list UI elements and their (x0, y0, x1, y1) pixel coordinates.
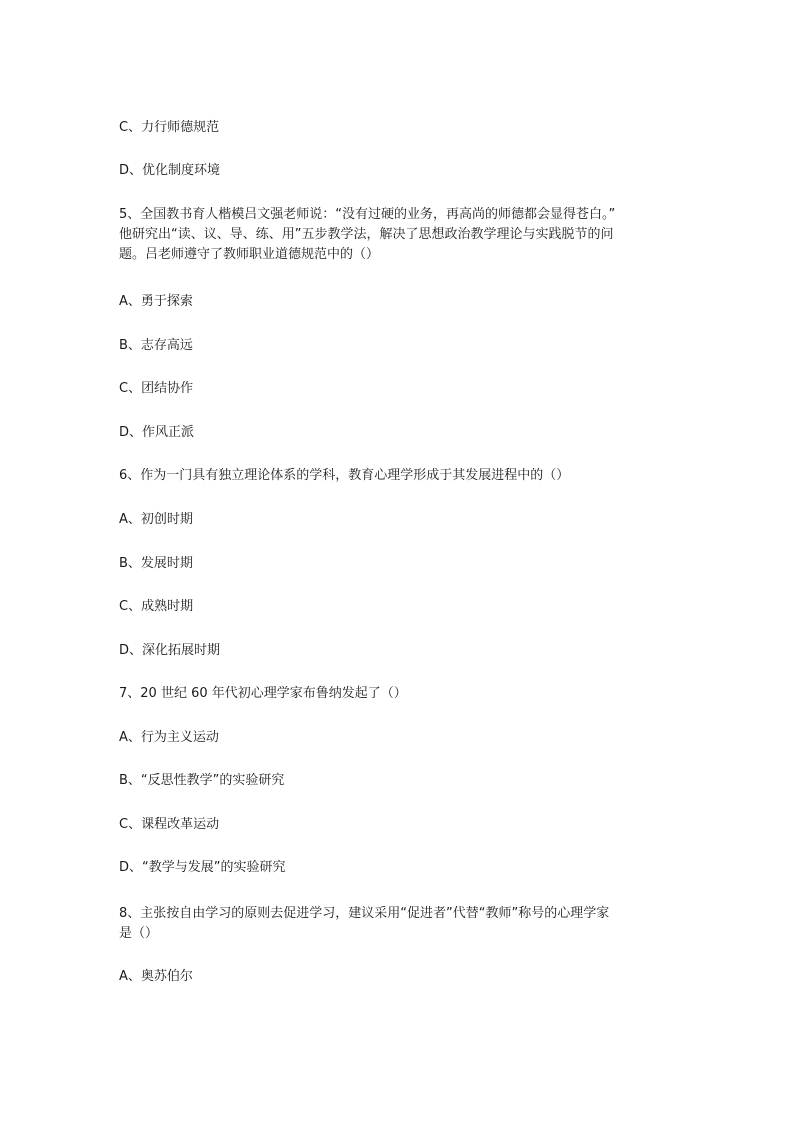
question-7-option-a: A、行为主义运动 (119, 730, 219, 745)
question-8-stem-line-2: 是（） (119, 926, 159, 941)
question-6-option-d: D、深化拓展时期 (119, 643, 221, 658)
question-7-stem: 7、20 世纪 60 年代初心理学家布鲁纳发起了（） (119, 686, 407, 701)
question-8-stem-line-1: 8、主张按自由学习的原则去促进学习，建议采用“促进者”代替“教师”称号的心理学家 (119, 906, 610, 921)
question-6-option-a: A、初创时期 (119, 512, 193, 527)
question-5-stem (119, 205, 679, 265)
question-5-stem-line-3: 题。吕老师遵守了教师职业道德规范中的（） (119, 247, 380, 262)
question-6-option-c: C、成熟时期 (119, 599, 194, 614)
question-4-option-d: D、优化制度环境 (119, 163, 221, 178)
question-6-stem: 6、作为一门具有独立理论体系的学科，教育心理学形成于其发展进程中的（） (119, 468, 570, 483)
question-7-option-c: C、课程改革运动 (119, 817, 220, 832)
question-8-stem (119, 904, 679, 944)
question-7-option-d: D、“教学与发展”的实验研究 (119, 860, 286, 875)
question-5-stem-line-1: 5、全国教书育人楷模吕文强老师说：“没有过硬的业务，再高尚的师德都会显得苍白。” (119, 207, 616, 222)
question-7-option-b: B、“反思性教学”的实验研究 (119, 773, 285, 788)
question-8-option-a: A、奥苏伯尔 (119, 969, 193, 984)
question-5-option-d: D、作风正派 (119, 425, 195, 440)
question-4-option-c: C、力行师德规范 (119, 120, 220, 135)
question-5-option-c: C、团结协作 (119, 381, 194, 396)
question-5-option-a: A、勇于探索 (119, 294, 193, 309)
question-6-option-b: B、发展时期 (119, 556, 193, 571)
question-5-option-b: B、志存高远 (119, 338, 193, 353)
question-5-stem-line-2: 他研究出“读、议、导、练、用”五步教学法，解决了思想政治教学理论与实践脱节的问 (119, 227, 614, 242)
